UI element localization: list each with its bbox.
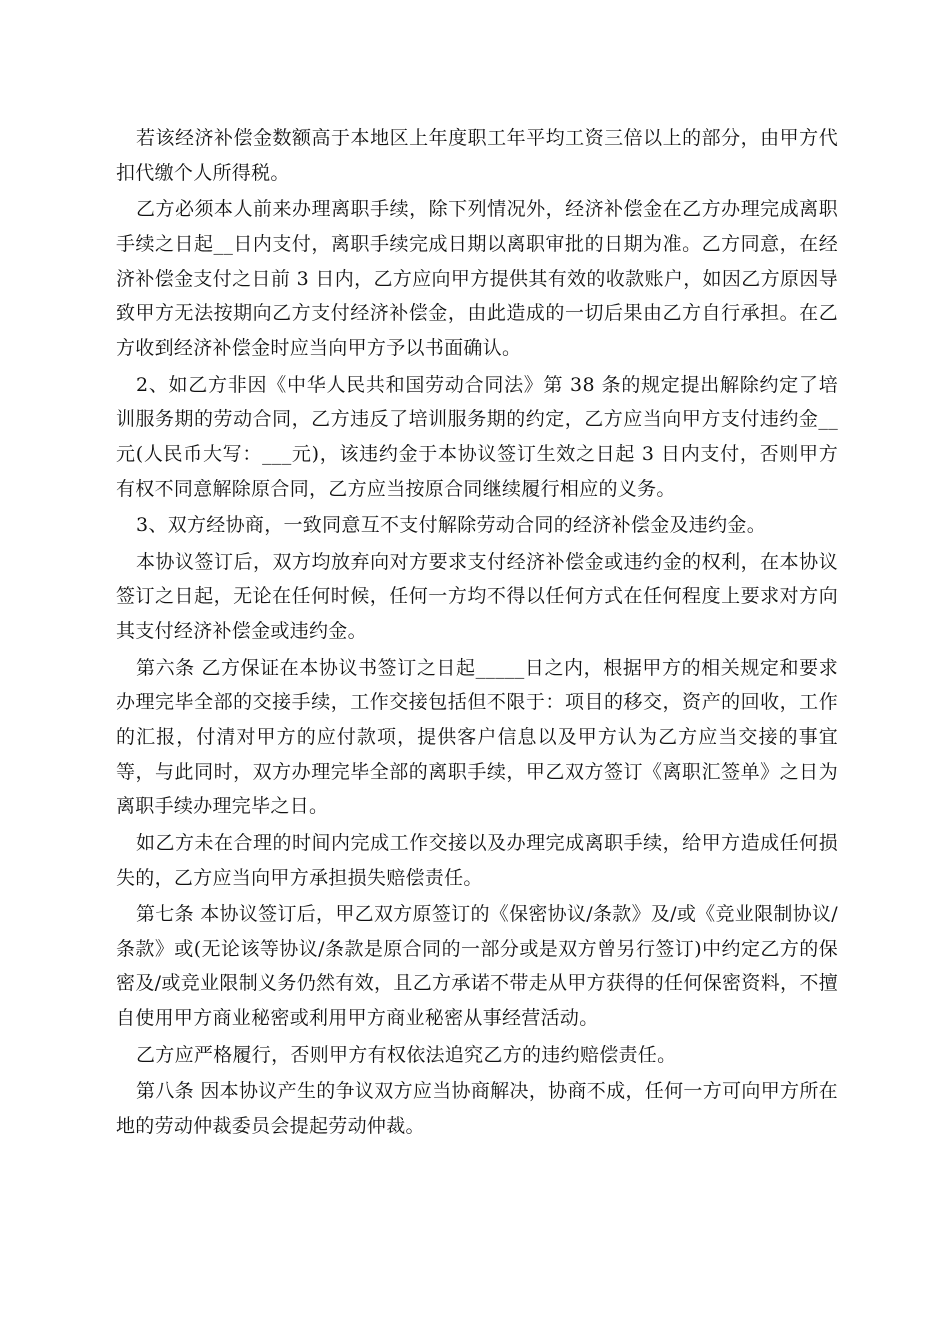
paragraph-tax-withholding: 若该经济补偿金数额高于本地区上年度职工年平均工资三倍以上的部分，由甲方代扣代缴个人所得税。 bbox=[116, 127, 838, 184]
paragraph-penalty-clause: 2、如乙方非因《中华人民共和国劳动合同法》第 38 条的规定提出解除约定了培训服务期的劳动合同，乙方违反了培训服务期的约定，乙方应当向甲方支付违约金__元(人民币大写：___元)，该违约金于本协议签订生效之日起 3 日内支付，否则甲方有权不同意解除原合同，乙方应当按原合同继续履行相应的义务。 bbox=[116, 373, 838, 500]
paragraph-article-eight: 第八条 因本协议产生的争议双方应当协商解决，协商不成，任何一方可向甲方所在地的劳动仲裁委员会提起劳动仲裁。 bbox=[116, 1080, 838, 1137]
paragraph-mutual-waiver: 3、双方经协商，一致同意互不支付解除劳动合同的经济补偿金及违约金。 bbox=[136, 514, 766, 537]
document-body bbox=[116, 121, 838, 1145]
paragraph-breach-liability: 乙方应严格履行，否则甲方有权依法追究乙方的违约赔偿责任。 bbox=[136, 1043, 677, 1066]
paragraph-waiver-details: 本协议签订后，双方均放弃向对方要求支付经济补偿金或违约金的权利，在本协议签订之日起，无论在任何时候，任何一方均不得以任何方式在任何程度上要求对方向其支付经济补偿金或违约金。 bbox=[116, 550, 838, 643]
paragraph-article-six: 第六条 乙方保证在本协议书签订之日起_____日之内，根据甲方的相关规定和要求办理完毕全部的交接手续，工作交接包括但不限于：项目的移交，资产的回收，工作的汇报，付清对甲方的应付款项，提供客户信息以及甲方认为乙方应当交接的事宜等，与此同时，双方办理完毕全部的离职手续，甲乙双方签订《离职汇签单》之日为离职手续办理完毕之日。 bbox=[116, 656, 838, 818]
paragraph-article-seven: 第七条 本协议签订后，甲乙双方原签订的《保密协议/条款》及/或《竞业限制协议/条款》或(无论该等协议/条款是原合同的一部分或是双方曾另行签订)中约定乙方的保密及/或竞业限制义务仍然有效，且乙方承诺不带走从甲方获得的任何保密资料，不擅自使用甲方商业秘密或利用甲方商业秘密从事经营活动。 bbox=[116, 903, 838, 1030]
paragraph-resignation-procedure: 乙方必须本人前来办理离职手续，除下列情况外，经济补偿金在乙方办理完成离职手续之日起__日内支付，离职手续完成日期以离职审批的日期为准。乙方同意，在经济补偿金支付之日前 3 日内，乙方应向甲方提供其有效的收款账户，如因乙方原因导致甲方无法按期向乙方支付经济补偿金，由此造成的一切后果由乙方自行承担。在乙方收到经济补偿金时应当向甲方予以书面确认。 bbox=[116, 198, 838, 360]
paragraph-loss-compensation: 如乙方未在合理的时间内完成工作交接以及办理完成离职手续，给甲方造成任何损失的，乙方应当向甲方承担损失赔偿责任。 bbox=[116, 831, 838, 889]
